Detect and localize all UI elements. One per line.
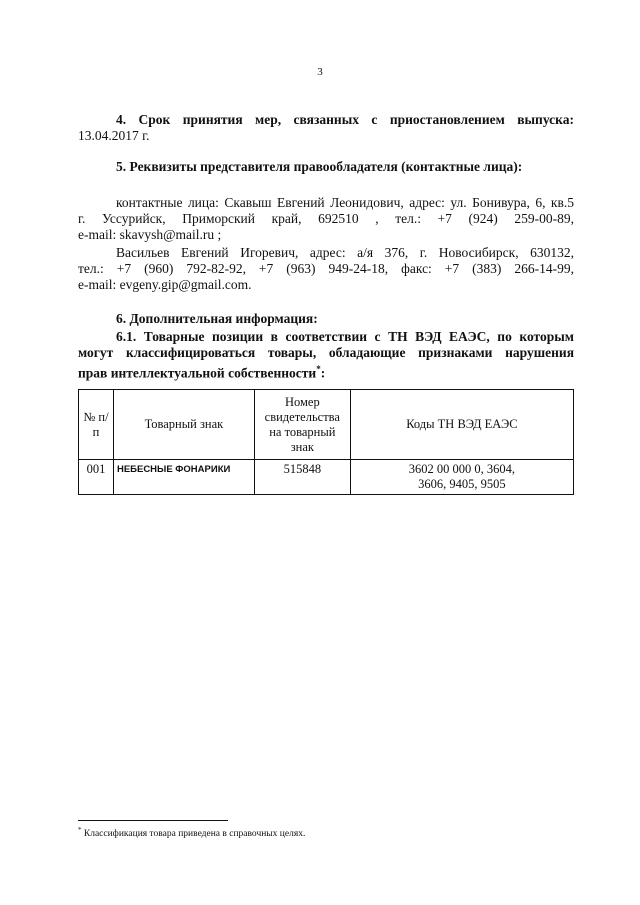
footnote-divider: [78, 820, 228, 821]
header-certificate: Номер свидетельства на товарный знак: [254, 390, 350, 460]
section-6-1-line-2: могут классифицироваться товары, обладающие признаками нарушения: [78, 345, 574, 360]
trademark-table: [78, 389, 574, 495]
section-4-title: 4. Срок принятия мер, связанных с приостановлением выпуска:: [116, 112, 574, 127]
footnote-ref: *: [316, 364, 321, 374]
contact-2-line-1: Васильев Евгений Игоревич, адрес: а/я 376, г. Новосибирск, 630132,: [116, 245, 574, 260]
footnote-mark: *: [78, 826, 82, 834]
section-4-date: 13.04.2017 г.: [78, 128, 150, 143]
row-codes-line-2: 3606, 9405, 9505: [418, 477, 506, 491]
section-6-1-text: прав интеллектуальной собственности: [78, 365, 317, 381]
section-6-1-line-1: 6.1. Товарные позиции в соответствии с ТН ВЭД ЕАЭС, по которым: [116, 329, 574, 344]
header-trademark: Товарный знак: [113, 390, 254, 460]
row-num: 001: [79, 460, 114, 495]
contact-1-line-2: г. Уссурийск, Приморский край, 692510 , тел.: +7 (924) 259-00-89,: [78, 211, 574, 226]
contact-1: [78, 195, 574, 243]
page-number: 3: [317, 66, 323, 78]
contact-2-line-2: тел.: +7 (960) 792-82-92, +7 (963) 949-24-18, факс: +7 (383) 266-14-99,: [78, 261, 574, 276]
table-row: [79, 460, 574, 495]
section-6-1-line-3: [78, 361, 574, 382]
header-codes: Коды ТН ВЭД ЕАЭС: [350, 390, 573, 460]
row-trademark: НЕБЕСНЫЕ ФОНАРИКИ: [113, 460, 254, 495]
row-certificate: 515848: [254, 460, 350, 495]
section-6-title: 6. Дополнительная информация:: [116, 311, 318, 326]
contact-1-line-1: контактные лица: Скавыш Евгений Леонидович, адрес: ул. Бонивура, 6, кв.5: [116, 195, 574, 210]
contact-1-line-3: e-mail: skavysh@mail.ru ;: [78, 227, 222, 242]
section-6-1: [78, 329, 574, 382]
contact-2-line-3: e-mail: evgeny.gip@gmail.com.: [78, 277, 252, 292]
footnote: [78, 826, 305, 839]
header-num: № п/п: [79, 390, 114, 460]
section-5-title: 5. Реквизиты представителя правообладателя (контактные лица):: [116, 159, 523, 174]
table-header-row: [79, 390, 574, 460]
section-4: [78, 112, 574, 144]
footnote-text: Классификация товара приведена в справочных целях.: [83, 829, 306, 840]
contact-2: [78, 245, 574, 293]
row-codes: [350, 460, 573, 495]
row-codes-line-1: 3602 00 000 0, 3604,: [408, 462, 516, 476]
section-6-1-colon: :: [320, 365, 326, 381]
